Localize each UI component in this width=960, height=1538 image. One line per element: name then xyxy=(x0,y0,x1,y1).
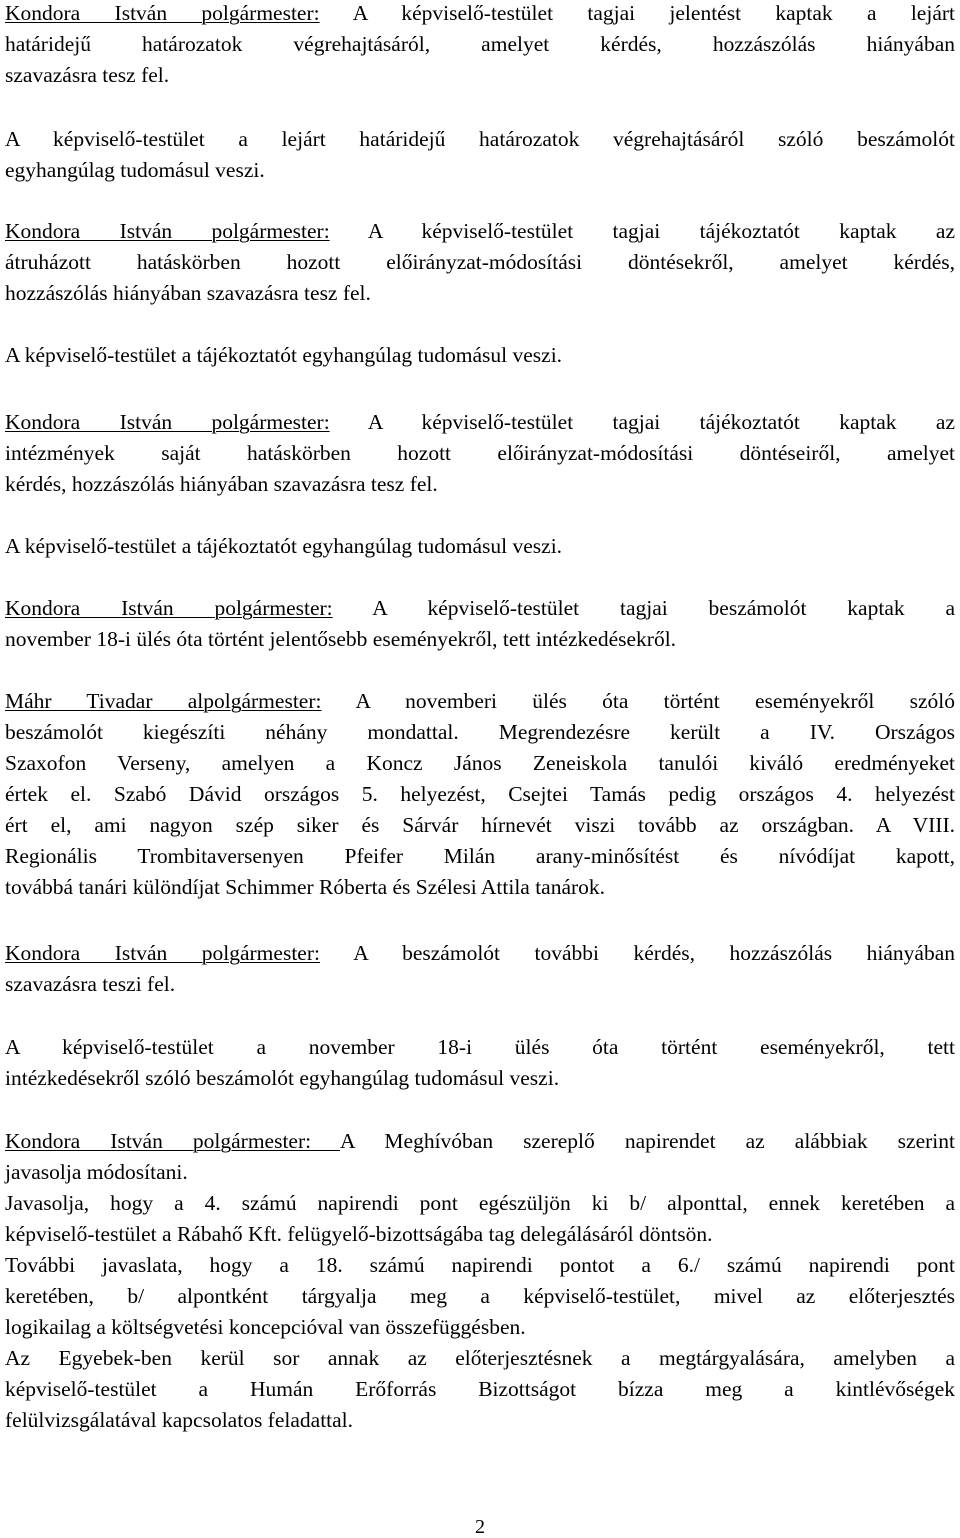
text-line: Az Egyebek-ben kerül sor annak az előterjesztésnek a megtárgyalására, amelyben a xyxy=(5,1346,955,1370)
paragraph-decision xyxy=(5,531,955,562)
text-line: kérdés, hozzászólás hiányában szavazásra tesz fel. xyxy=(5,472,438,496)
speaker-label: Kondora István polgármester: xyxy=(5,1129,340,1153)
text-line: logikailag a költségvetési koncepcióval van összefüggésben. xyxy=(5,1315,526,1339)
paragraph-report-delegated xyxy=(5,216,955,309)
paragraph-decision xyxy=(5,340,955,371)
text-line: felülvizsgálatával kapcsolatos feladattal. xyxy=(5,1408,354,1432)
text-line: intézkedésekről szóló beszámolót egyhangúlag tudomásul veszi. xyxy=(5,1066,560,1090)
paragraph-deputy-mayor xyxy=(5,686,955,903)
paragraph-vote-call xyxy=(5,938,955,1000)
text-line: ért el, ami nagyon szép siker és Sárvár hírnevét viszi tovább az országban. A VIII. xyxy=(5,813,955,837)
text-line: november 18-i ülés óta történt jelentősebb eseményekről, tett intézkedésekről. xyxy=(5,627,677,651)
paragraph-agenda-changes xyxy=(5,1126,955,1436)
text-line: javasolja módosítani. xyxy=(5,1160,188,1184)
text-line: A képviselő-testület a november 18-i ülés óta történt eseményekről, tett xyxy=(5,1035,955,1059)
paragraph-decision xyxy=(5,1032,955,1094)
text-line: szavazásra tesz fel. xyxy=(5,63,170,87)
text-line: határidejű határozatok végrehajtásáról, amelyet kérdés, hozzászólás hiányában xyxy=(5,32,955,56)
text-line: intézmények saját hatáskörben hozott előirányzat-módosítási döntéseiről, amelyet xyxy=(5,441,955,465)
speaker-label: Máhr Tivadar alpolgármester: xyxy=(5,689,322,713)
text-line: Máhr Tivadar alpolgármester: A novemberi ülés óta történt eseményekről szóló xyxy=(5,689,955,713)
text-line: beszámolót kiegészíti néhány mondattal. Megrendezésre került a IV. Országos xyxy=(5,720,955,744)
text-line: Szaxofon Verseny, amelyen a Koncz János Zeneiskola tanulói kiváló eredményeket xyxy=(5,751,955,775)
text-line: A képviselő-testület a lejárt határidejű határozatok végrehajtásáról szóló beszámolót xyxy=(5,127,955,151)
text-line: átruházott hatáskörben hozott előirányzat-módosítási döntésekről, amelyet kérdés, xyxy=(5,250,955,274)
text-line: keretében, b/ alpontként tárgyalja meg a képviselő-testület, mivel az előterjesztés xyxy=(5,1284,955,1308)
text-line: hozzászólás hiányában szavazásra tesz fel. xyxy=(5,281,371,305)
text-line: Kondora István polgármester: A beszámolót további kérdés, hozzászólás hiányában xyxy=(5,941,955,965)
paragraph-report-institutions xyxy=(5,407,955,500)
paragraph-decision xyxy=(5,124,955,186)
text-line: képviselő-testület a Humán Erőforrás Bizottságot bízza meg a kintlévőségek xyxy=(5,1377,955,1401)
text-line: képviselő-testület a Rábahő Kft. felügyelő-bizottságába tag delegálásáról döntsön. xyxy=(5,1222,713,1246)
speaker-label: Kondora István polgármester: xyxy=(5,941,320,965)
text-line: értek el. Szabó Dávid országos 5. helyezést, Csejtei Tamás pedig országos 4. helyezést xyxy=(5,782,955,806)
text-line: Kondora István polgármester: A képviselő-testület tagjai beszámolót kaptak a xyxy=(5,596,955,620)
text-line: Kondora István polgármester: A képviselő-testület tagjai jelentést kaptak a lejárt xyxy=(5,1,955,25)
text-line: Kondora István polgármester: A képviselő-testület tagjai tájékoztatót kaptak az xyxy=(5,219,955,243)
text-line: További javaslata, hogy a 18. számú napirendi pontot a 6./ számú napirendi pont xyxy=(5,1253,955,1277)
text-line: A képviselő-testület a tájékoztatót egyhangúlag tudomásul veszi. xyxy=(5,343,563,367)
text-line: Javasolja, hogy a 4. számú napirendi pont egészüljön ki b/ alponttal, ennek keretében a xyxy=(5,1191,955,1215)
text-line: egyhangúlag tudomásul veszi. xyxy=(5,158,265,182)
speaker-label: Kondora István polgármester: xyxy=(5,596,333,620)
page-number: 2 xyxy=(475,1516,485,1538)
text-line: továbbá tanári különdíjat Schimmer Róberta és Szélesi Attila tanárok. xyxy=(5,875,606,899)
text-line: Kondora István polgármester: A Meghívóban szereplő napirendet az alábbiak szerint xyxy=(5,1129,955,1153)
text-line: A képviselő-testület a tájékoztatót egyhangúlag tudomásul veszi. xyxy=(5,534,563,558)
text-line: szavazásra teszi fel. xyxy=(5,972,176,996)
text-line: Kondora István polgármester: A képviselő-testület tagjai tájékoztatót kaptak az xyxy=(5,410,955,434)
speaker-label: Kondora István polgármester: xyxy=(5,219,330,243)
text-line: Regionális Trombitaversenyen Pfeifer Milán arany-minősítést és nívódíjat kapott, xyxy=(5,844,955,868)
speaker-label: Kondora István polgármester: xyxy=(5,410,330,434)
paragraph-report-events xyxy=(5,593,955,655)
speaker-label: Kondora István polgármester: xyxy=(5,1,320,25)
paragraph-report-deadlines xyxy=(5,0,955,91)
